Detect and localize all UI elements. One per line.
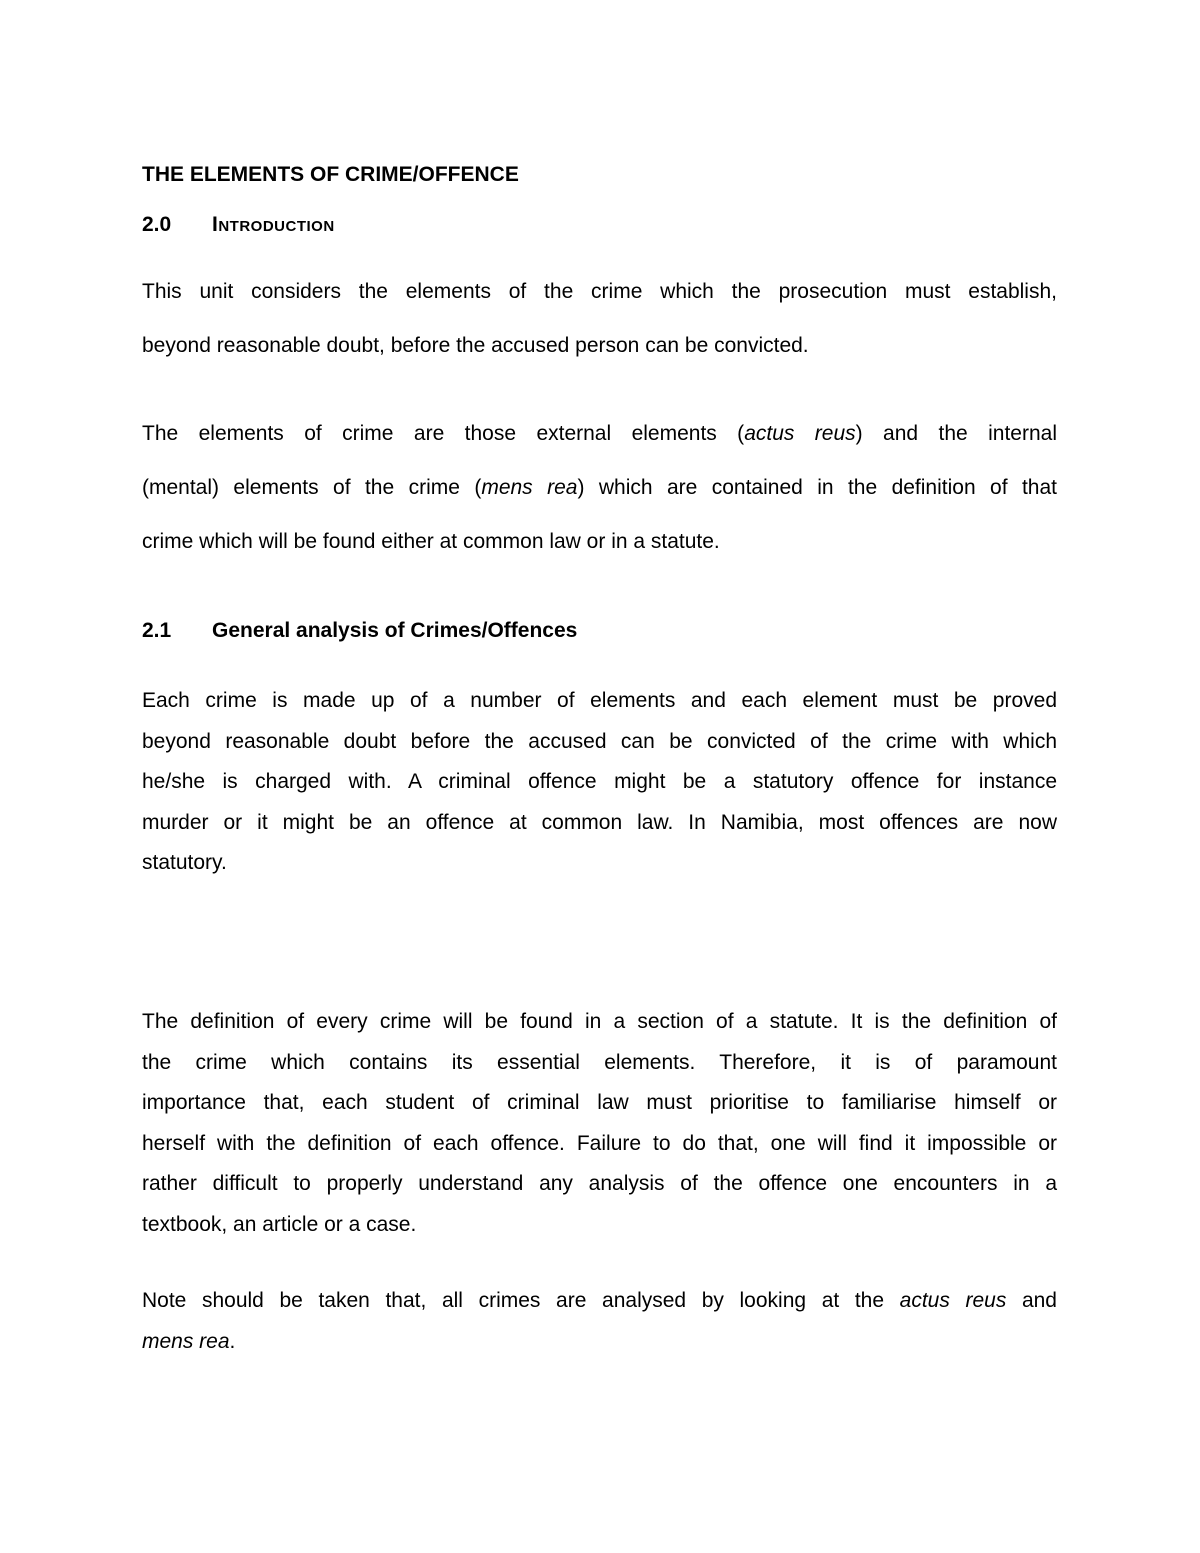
emphasis-mens-rea: mens rea bbox=[142, 1329, 230, 1353]
elements-paragraph bbox=[142, 407, 1057, 569]
paragraph-line: statutory. bbox=[142, 851, 227, 874]
paragraph-line bbox=[142, 407, 1057, 461]
definition-paragraph bbox=[142, 1002, 1057, 1245]
general-analysis-paragraph bbox=[142, 681, 1057, 884]
document-title: THE ELEMENTS OF CRIME/OFFENCE bbox=[142, 163, 519, 186]
paragraph-line: rather difficult to properly understand any analysis of the offence one encounters in a bbox=[142, 1172, 1057, 1195]
text-run: The elements of crime are those external elements ( bbox=[142, 422, 745, 445]
text-run: Note should be taken that, all crimes are analysed by looking at the bbox=[142, 1289, 900, 1312]
emphasis-actus-reus: actus reus bbox=[899, 1289, 1007, 1312]
section-heading-introduction bbox=[142, 213, 335, 237]
paragraph-line: importance that, each student of criminal law must prioritise to familiarise himself or bbox=[142, 1091, 1057, 1114]
text-run: ) which are contained in the definition of that bbox=[577, 476, 1057, 499]
paragraph-line: Each crime is made up of a number of elements and each element must be proved bbox=[142, 689, 1057, 712]
note-paragraph bbox=[142, 1281, 1057, 1362]
emphasis-actus-reus: actus reus bbox=[744, 422, 856, 445]
section-title: Introduction bbox=[212, 213, 335, 236]
text-run: ) and the internal bbox=[855, 422, 1057, 445]
paragraph-line: The definition of every crime will be found in a section of a statute. It is the definition of bbox=[142, 1010, 1057, 1033]
paragraph-line: beyond reasonable doubt before the accused can be convicted of the crime with which bbox=[142, 729, 1057, 753]
paragraph-line bbox=[142, 1281, 1057, 1322]
paragraph-line: beyond reasonable doubt, before the accused person can be convicted. bbox=[142, 334, 809, 357]
section-number: 2.0 bbox=[142, 213, 172, 236]
paragraph-line: crime which will be found either at common law or in a statute. bbox=[142, 530, 720, 553]
intro-paragraph bbox=[142, 265, 1057, 373]
emphasis-mens-rea: mens rea bbox=[481, 476, 578, 499]
paragraph-line bbox=[142, 1322, 1057, 1363]
paragraph-line: textbook, an article or a case. bbox=[142, 1212, 417, 1236]
paragraph-line: he/she is charged with. A criminal offence might be a statutory offence for instance bbox=[142, 770, 1057, 793]
paragraph-line: This unit considers the elements of the crime which the prosecution must establish, bbox=[142, 280, 1057, 303]
paragraph-line: murder or it might be an offence at common law. In Namibia, most offences are now bbox=[142, 810, 1057, 834]
text-run: . bbox=[229, 1329, 236, 1353]
section-title: General analysis of Crimes/Offences bbox=[212, 619, 578, 642]
paragraph-line: the crime which contains its essential elements. Therefore, it is of paramount bbox=[142, 1050, 1057, 1074]
paragraph-line bbox=[142, 461, 1057, 515]
section-heading-general-analysis bbox=[142, 619, 577, 643]
paragraph-line: herself with the definition of each offence. Failure to do that, one will find it impossible or bbox=[142, 1131, 1057, 1155]
text-run: and bbox=[1006, 1289, 1057, 1312]
text-run: (mental) elements of the crime ( bbox=[142, 476, 482, 499]
section-number: 2.1 bbox=[142, 619, 172, 642]
